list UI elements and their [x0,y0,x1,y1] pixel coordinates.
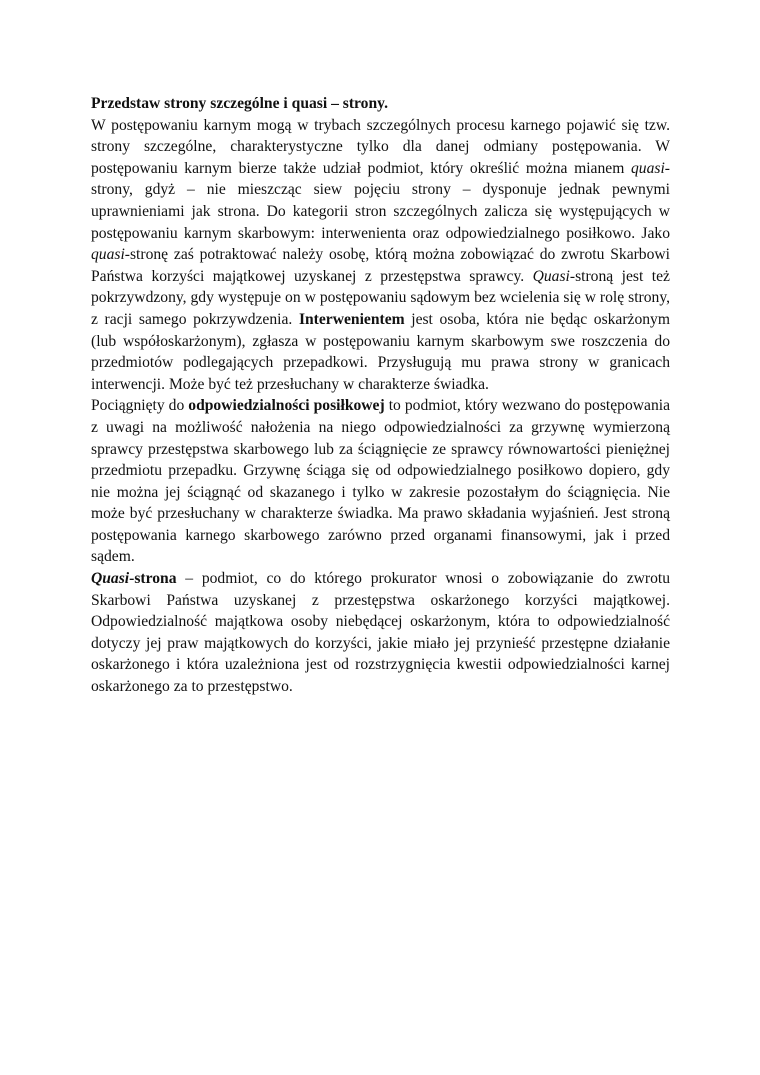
paragraph-auxiliary-liability [91,395,670,568]
paragraph-text: – podmiot, co do którego prokurator wnosi o zobowiązanie do zwrotu Skarbowi Państwa uzyskanej z przestępstwa oskarżonego korzyści majątkowej. Odpowiedzialność majątkowa osoby niebędącej oskarżonym, która to odpowiedzialność dotyczy jej praw majątkowych do korzyści, jakie miało jej przynieść przestępne działanie oskarżonego i która uzależniona jest od rozstrzygnięcia kwestii odpowiedzialności karnej oskarżonego za to przestępstwo. [91,570,670,696]
paragraph-special-parties [91,115,670,396]
paragraph-text: -stronę zaś potraktować należy osobę, którą można zobowiązać do zwrotu Skarbowi Państwa korzyści majątkowej uzyskanej z przestępstwa sprawcy. [91,246,670,285]
paragraph-text: W postępowaniu karnym mogą w trybach szczególnych procesu karnego pojawić się tzw. strony szczególne, charakterystyczne tylko dla danej odmiany postępowania. W postępowaniu karnym bierze także udział podmiot, który określić można mianem [91,116,670,177]
italic-term: quasi [91,246,125,264]
bold-italic-term-quasi: Quasi [91,570,130,588]
paragraph-text: jest osoba, która nie będąc oskarżonym (lub współoskarżonym), zgłasza w postępowaniu karnym skarbowym swe roszczenia do przedmiotów podlegających przepadkowi. Przysługują mu prawa strony w granicach interwencji. Może być też przesłuchany w charakterze świadka. [91,310,670,393]
document-title: Przedstaw strony szczególne i quasi – strony. [91,95,388,112]
paragraph-text: to podmiot, który wezwano do postępowania z uwagi na możliwość nałożenia na niego odpowiedzialności za grzywnę wymierzoną sprawcy przestępstwa skarbowego lub za ściągnięcie ze sprawcy równowartości pieniężnej przedmiotu przepadku. Grzywnę ściąga się od odpowiedzialnego posiłkowo dopiero, gdy nie można jej ściągnąć od skazanego i tylko w zakresie pozostałym do ściągnięcia. Nie może być przesłuchany w charakterze świadka. Ma prawo składania wyjaśnień. Jest stroną postępowania karnego skarbowego zarówno przed organami finansowymi, jak i przed sądem. [91,397,670,566]
italic-term: quasi [631,159,665,177]
paragraph-text: -strony, gdyż – nie mieszcząc siew pojęciu strony – dysponuje jednak pewnymi uprawnieniami jak strona. Do kategorii stron szczególnych zalicza się występujących w postępowaniu karnym skarbowym: interwenienta oraz odpowiedzialnego posiłkowo. Jako [91,159,670,242]
bold-term-interwenient: Interwenientem [298,310,405,328]
document-page [91,93,670,698]
paragraph-text: -stroną jest też pokrzywdzony, gdy występuje on w postępowaniu sądowym bez wcielenia się w rolę strony, z racji samego pokrzywdzenia. [91,267,670,328]
paragraph-quasi-party [91,568,670,698]
italic-term: Quasi [532,267,570,285]
bold-term-strona: -strona [129,570,177,588]
bold-term-auxiliary-liability: odpowiedzialności posiłkowej [188,397,385,415]
paragraph-text: Pociągnięty do [91,397,189,415]
